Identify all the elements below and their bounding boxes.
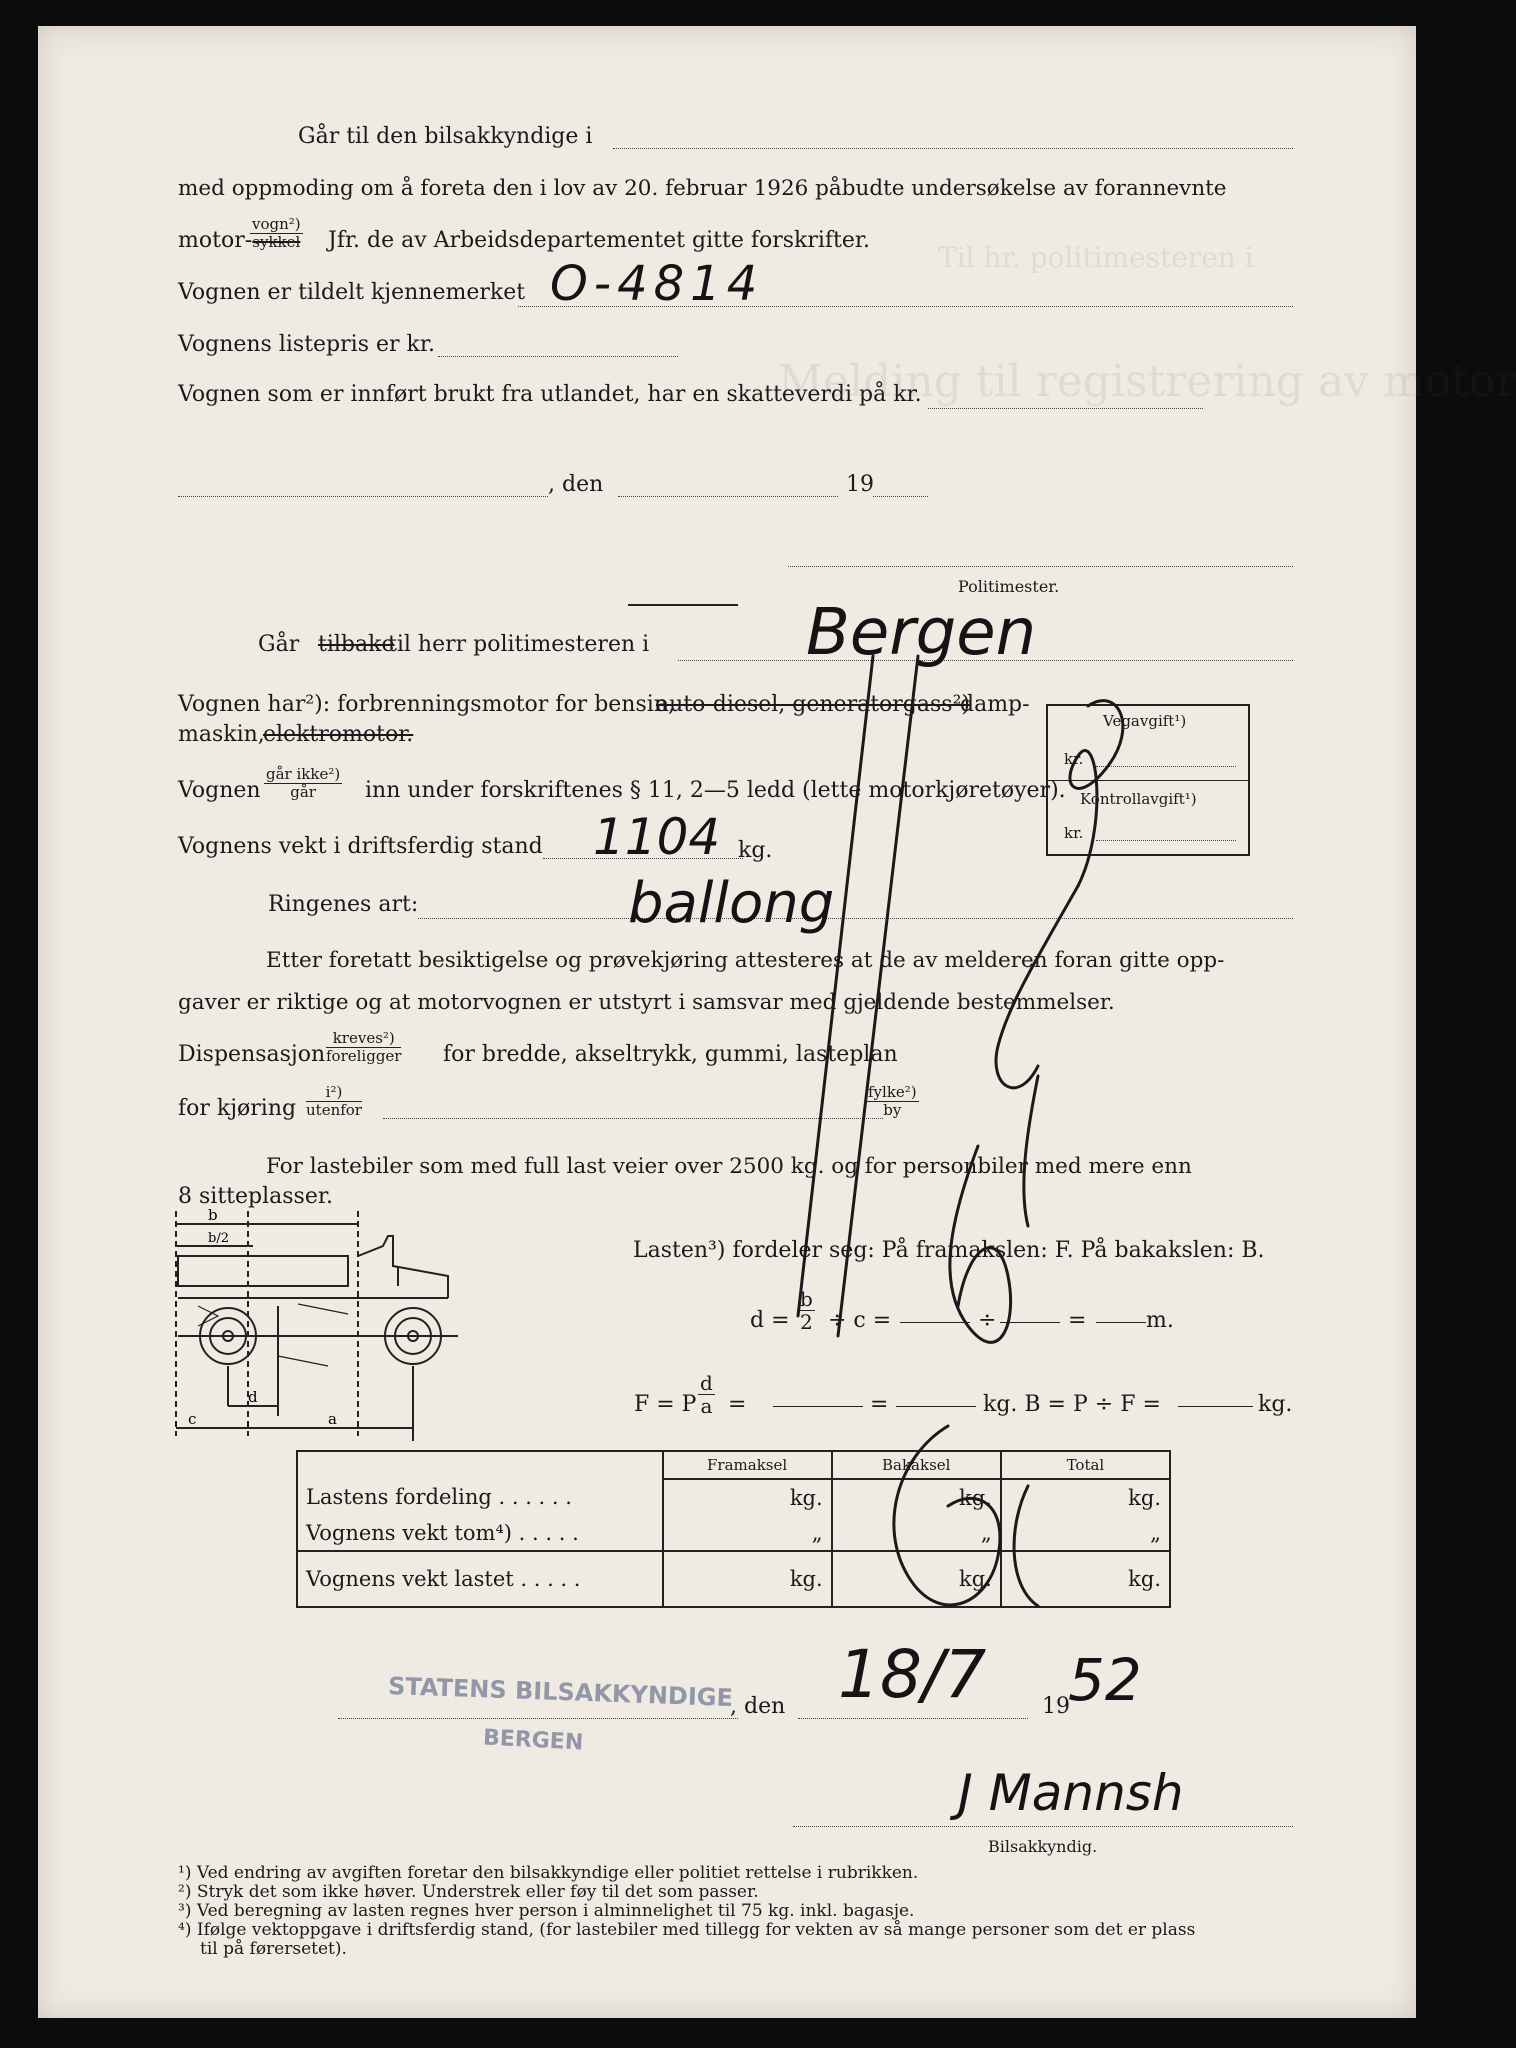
skatteverdi-field[interactable] [928, 408, 1203, 409]
footnote-4-cont: til på førersetet). [200, 1939, 347, 1959]
lastebil-line1: For lastebiler som med full last veier over 2500 kg. og for personbiler med mere enn [266, 1154, 1192, 1179]
diagram-label-c: c [188, 1410, 197, 1428]
office-stamp-line1: STATENS BILSAKKYNDIGE [387, 1671, 734, 1713]
frac-sykkel: sykkel [252, 233, 301, 251]
kontrollavgift-kr: kr. [1064, 824, 1084, 842]
politimester-sign-field[interactable] [788, 566, 1293, 567]
oppmoding-text: med oppmoding om å foreta den i lov av 20. februar 1926 påbudte undersøkelse av forannevnte [178, 176, 1227, 201]
plate-label: Vognen er tildelt kjennemerket [178, 280, 526, 305]
footnote-4: ⁴) Ifølge vektoppgave i driftsferdig stand, (for lastebiler med tillegg for vekten av så mange personer som det er plass [178, 1920, 1196, 1940]
vegavgift-label: Vegavgift¹) [1103, 712, 1187, 730]
motor-prefix: motor- [178, 228, 253, 253]
vekt-value: 1104 [593, 808, 721, 866]
ringenes-value: ballong [628, 871, 835, 936]
cell-unit: kg. [1128, 1485, 1161, 1510]
d-unit-m: m. [1146, 1308, 1174, 1333]
bleed-through-til: Til hr. politimesteren i [938, 241, 1254, 274]
bilsakkyndige-place-field[interactable] [613, 148, 1293, 149]
diagram-label-b: b [208, 1206, 218, 1224]
d-equals: d = [750, 1308, 790, 1333]
plate-value: O-4814 [550, 256, 764, 312]
attest-line1: Etter foretatt besiktigelse og prøvekjøring attesteres at de av melderen foran gitte opp- [266, 948, 1225, 973]
frac-a: a [700, 1394, 713, 1418]
kontrollavgift-label: Kontrollavgift¹) [1080, 790, 1197, 808]
cell-ditto: „ [980, 1520, 992, 1545]
kreves-fraction [326, 1030, 401, 1065]
f-eq2: = [870, 1392, 889, 1417]
frac-utenfor: utenfor [306, 1101, 362, 1119]
dispensasjon-prefix: Dispensasjon [178, 1042, 326, 1067]
d-eq2: = [1068, 1308, 1087, 1333]
f-kg-b: kg. B = P ÷ F = [983, 1392, 1161, 1417]
motor-type-line2a: maskin, [178, 722, 265, 747]
police-19: 19 [846, 472, 874, 497]
vekt-unit: kg. [738, 838, 773, 863]
kjoring-fraction [306, 1084, 362, 1119]
skatteverdi-label: Vognen som er innført brukt fra utlandet, har en skatteverdi på kr. [178, 382, 922, 407]
cell-unit: kg. [789, 1485, 823, 1510]
bilsakkyndig-label: Bilsakkyndig. [988, 1837, 1098, 1856]
motor-type-fraction [250, 216, 303, 251]
d-over-a [698, 1372, 715, 1417]
header-bakaksel: Bakaksel [832, 1451, 1001, 1479]
diagram-label-b2: b/2 [208, 1231, 229, 1246]
forskrifter-text: Jfr. de av Arbeidsdepartementet gitte forskrifter. [328, 228, 871, 253]
row-tom-label: Vognens vekt tom⁴) . . . . . [297, 1515, 663, 1551]
cell-unit: kg. [958, 1485, 992, 1510]
lastebil-line2: 8 sitteplasser. [178, 1184, 333, 1209]
listepris-field[interactable] [438, 356, 678, 357]
frac-gar-ikke: går ikke²) [266, 765, 341, 783]
footnote-1: ¹) Ved endring av avgiften foretar den bilsakkyndige eller politiet rettelse i rubrikken. [178, 1863, 919, 1883]
header-total: Total [1001, 1451, 1170, 1479]
office-stamp-line2: BERGEN [482, 1725, 584, 1756]
tilbake-struck: tilbake [318, 632, 395, 657]
gar-til-label: Går til den bilsakkyndige i [298, 124, 593, 149]
f-eq1: = [728, 1392, 747, 1417]
motor-type-line2b: elektromotor. [263, 722, 414, 747]
footnote-3: ³) Ved beregning av lasten regnes hver person i alminnelighet til 75 kg. inkl. bagasje. [178, 1901, 915, 1921]
d-rest: ÷ c = [828, 1308, 892, 1333]
gar-label: Går [258, 632, 300, 657]
handwritten-scribble [778, 626, 1198, 1826]
row-lastens-label: Lastens fordeling . . . . . . [297, 1479, 663, 1515]
frac-d: d [700, 1371, 713, 1395]
lasten-fordeler: Lasten³) fordeler seg: På framakslen: F. På bakakslen: B. [633, 1238, 1265, 1263]
b-kg: kg. [1258, 1392, 1293, 1417]
frac-by: by [883, 1101, 902, 1119]
police-year-field[interactable] [873, 496, 928, 497]
footnote-2: ²) Stryk det som ikke høver. Understrek eller føy til det som passer. [178, 1882, 759, 1902]
bilsakkyndig-place-field[interactable] [338, 1718, 738, 1719]
listepris-label: Vognens listepris er kr. [178, 332, 435, 357]
frac-2: 2 [800, 1310, 813, 1334]
row-lastet-label: Vognens vekt lastet . . . . . [297, 1551, 663, 1607]
sign-year: 52 [1068, 1646, 1142, 1714]
cell-unit: kg. [789, 1567, 823, 1591]
section-divider [628, 604, 738, 606]
cell-ditto: „ [1150, 1520, 1161, 1545]
forskriftenes-text: inn under forskriftenes § 11, 2—5 ledd (lette motorkjøretøyer). [365, 778, 1066, 803]
sign-year-prefix: 19 [1042, 1694, 1070, 1719]
sign-date: 18/7 [838, 1636, 987, 1713]
kjoring-prefix: for kjøring [178, 1096, 297, 1121]
diagram-label-d: d [248, 1388, 258, 1406]
frac-foreligger: foreligger [326, 1047, 402, 1065]
form-sheet [38, 26, 1516, 2018]
return-city: Bergen [806, 596, 1037, 670]
truck-diagram [168, 1206, 598, 1446]
frac-i: i²) [306, 1084, 362, 1102]
motor-type-line1b: auto-diesel, generatorgass²) [656, 692, 970, 717]
motor-type-line1c: damp- [960, 692, 1030, 717]
attest-line2: gaver er riktige og at motorvognen er utstyrt i samsvar med gjeldende bestemmelser. [178, 990, 1115, 1015]
frac-gar: går [290, 783, 316, 801]
d-divide: ÷ [978, 1308, 997, 1333]
frac-vogn: vogn²) [252, 215, 301, 233]
header-blank [297, 1451, 663, 1479]
cell-unit: kg. [958, 1567, 992, 1591]
frac-b: b [800, 1287, 813, 1311]
bleed-through-title: Melding til registrering av motor [778, 356, 1516, 407]
gar-ikke-fraction [264, 766, 342, 801]
vekt-label: Vognens vekt i driftsferdig stand [178, 834, 543, 859]
frac-fylke: fylke²) [868, 1083, 917, 1101]
diagram-label-a: a [328, 1410, 337, 1428]
police-date-field[interactable] [618, 496, 838, 497]
vegavgift-kr: kr. [1064, 750, 1084, 768]
til-herr-label: til herr politimesteren i [388, 632, 650, 657]
sign-den: , den [730, 1694, 786, 1719]
dispensasjon-text: for bredde, akseltrykk, gummi, lasteplan [443, 1042, 898, 1067]
f-equals: F = P [634, 1392, 697, 1417]
frac-kreves: kreves²) [326, 1030, 401, 1048]
police-place-field[interactable] [178, 496, 548, 497]
inspector-signature: J Mannsh [958, 1764, 1184, 1822]
bilsakkyndig-sign-field[interactable] [793, 1826, 1293, 1827]
header-framaksel: Framaksel [663, 1451, 832, 1479]
cell-unit: kg. [1128, 1567, 1161, 1591]
police-den: , den [548, 472, 604, 497]
motor-type-line1a: Vognen har²): forbrenningsmotor for bensin, [178, 692, 675, 717]
ringenes-label: Ringenes art: [268, 892, 419, 917]
politimester-label: Politimester. [958, 577, 1060, 596]
vognen-prefix: Vognen [178, 778, 261, 803]
cell-ditto: „ [811, 1520, 823, 1545]
